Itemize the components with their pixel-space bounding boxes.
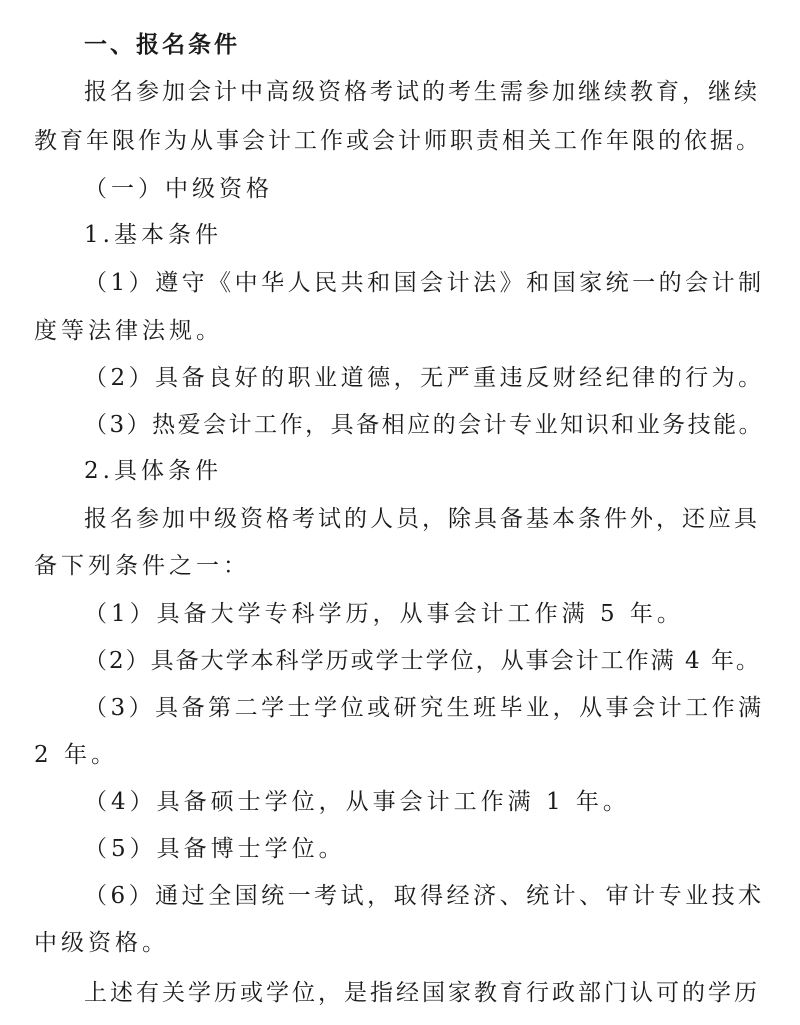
section-heading: 一、报名条件 [84,32,240,58]
sub-heading: （一）中级资格 [84,176,273,202]
specific-item-6-line-2: 中级资格。 [34,930,169,956]
intro-line-1: 报名参加会计中高级资格考试的考生需参加继续教育，继续 [84,79,760,105]
basic-item-3: （3）热爱会计工作，具备相应的会计专业知识和业务技能。 [84,412,765,438]
specific-intro-line-1: 报名参加中级资格考试的人员，除具备基本条件外，还应具 [84,506,760,532]
closing-line: 上述有关学历或学位，是指经国家教育行政部门认可的学历 [84,980,760,1006]
specific-item-4: （4）具备硕士学位，从事会计工作满 1 年。 [84,789,630,815]
specific-item-6-line-1: （6）通过全国统一考试，取得经济、统计、审计专业技术 [84,883,765,909]
specific-heading: 2.具体条件 [84,458,222,484]
basic-item-1-line-1: （1）遵守《中华人民共和国会计法》和国家统一的会计制 [84,270,765,296]
intro-line-2: 教育年限作为从事会计工作或会计师职责相关工作年限的依据。 [34,128,762,154]
specific-intro-line-2: 备下列条件之一： [34,553,250,579]
specific-item-1: （1）具备大学专科学历，从事会计工作满 5 年。 [84,601,684,627]
basic-item-1-line-2: 度等法律法规。 [34,318,223,344]
basic-heading: 1.基本条件 [84,222,222,248]
basic-item-2: （2）具备良好的职业道德，无严重违反财经纪律的行为。 [84,365,765,391]
specific-item-3-line-1: （3）具备第二学士学位或研究生班毕业，从事会计工作满 [84,695,765,721]
specific-item-2: （2）具备大学本科学历或学士学位，从事会计工作满 4 年。 [84,648,761,674]
specific-item-5: （5）具备博士学位。 [84,836,346,862]
specific-item-3-line-2: 2 年。 [34,742,118,768]
